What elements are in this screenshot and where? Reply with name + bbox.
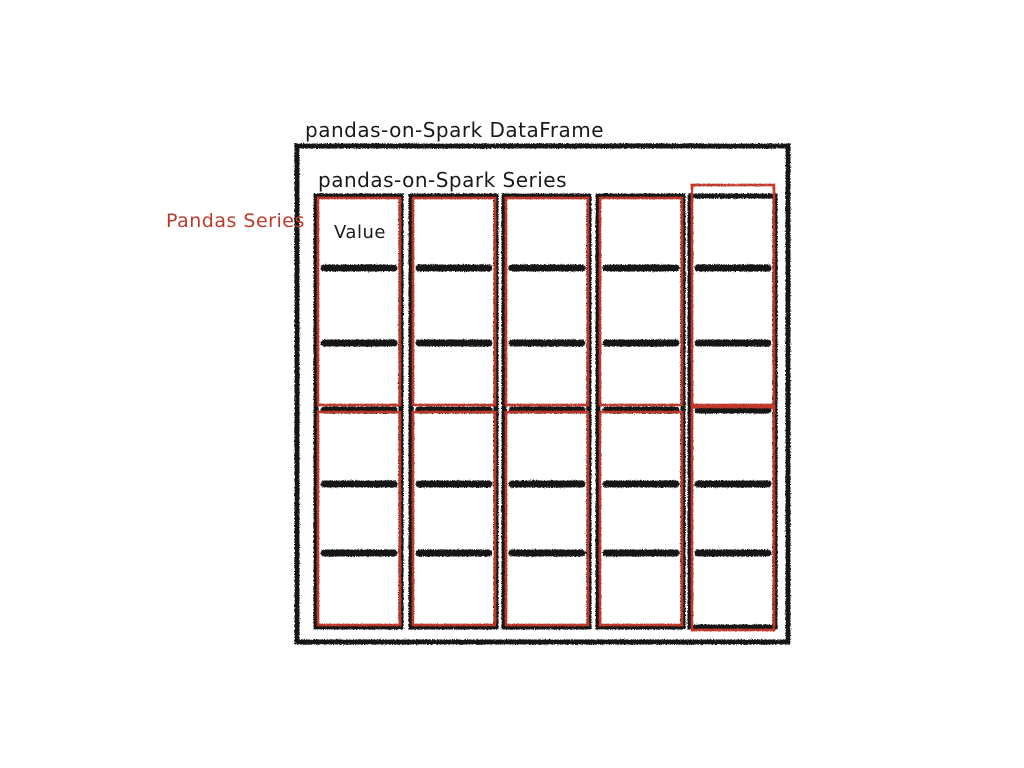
pandas-series-partition-lower: [318, 405, 774, 630]
pandas-series-partition-upper: [318, 185, 774, 407]
dataframe-label: pandas-on-Spark DataFrame: [305, 118, 605, 142]
dataframe-outer-box: [297, 146, 788, 642]
series-label: pandas-on-Spark Series: [318, 168, 568, 192]
value-label: Value: [334, 222, 386, 243]
cell-dividers: [324, 268, 768, 553]
pandas-series-label: Pandas Series: [166, 210, 305, 232]
